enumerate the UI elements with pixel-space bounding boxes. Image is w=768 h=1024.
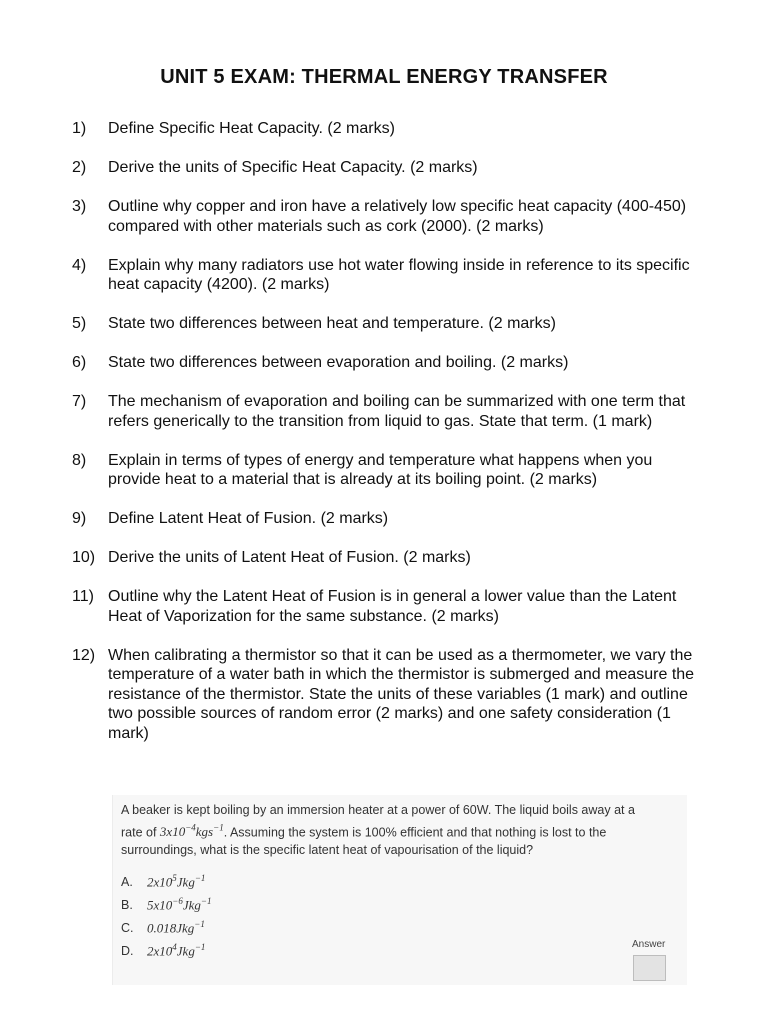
- rate-exponent: −4: [185, 823, 196, 833]
- question-number: 10): [72, 549, 96, 566]
- question-number: 1): [72, 120, 87, 137]
- mcq-option-d[interactable]: [121, 942, 205, 959]
- question-number: 11): [72, 588, 94, 605]
- question-item: [72, 158, 702, 178]
- option-letter: B.: [121, 898, 133, 913]
- question-item: [72, 353, 702, 373]
- mcq-stem-line: [121, 819, 683, 841]
- answer-input-box[interactable]: [633, 955, 666, 981]
- question-text: Define Specific Heat Capacity. (2 marks): [108, 120, 395, 137]
- mcq-stem-line: surroundings, what is the specific latent heat of vapourisation of the liquid?: [121, 843, 534, 858]
- question-text: Define Latent Heat of Fusion. (2 marks): [108, 510, 389, 527]
- option-letter: C.: [121, 921, 134, 936]
- option-exponent: 4: [172, 942, 177, 952]
- option-unit: Jkg: [176, 920, 195, 936]
- question-text: Outline why the Latent Heat of Fusion is in general a lower value than the Latent Heat of Vaporization for the same substance. (2 marks): [108, 588, 677, 625]
- question-number: 4): [72, 256, 87, 274]
- option-base: 5x10: [147, 897, 173, 913]
- option-unit: Jkg: [176, 874, 195, 890]
- question-text: State two differences between heat and temperature. (2 marks): [108, 315, 556, 332]
- multiple-choice-panel: [112, 795, 687, 985]
- question-item: [72, 256, 702, 295]
- option-base: 2x10: [147, 874, 173, 890]
- question-text: When calibrating a thermistor so that it can be used as a thermometer, we vary the temperature of a water bath in which the thermistor is submerged and measure the resistance of the thermistor. State the units of these variables (1 mark) and outline two possible sources of random error (2 marks) and one safety consideration (1 mark): [108, 646, 695, 742]
- question-number: 5): [72, 315, 87, 332]
- answer-label: Answer: [632, 939, 666, 950]
- rate-base: 3x10: [159, 824, 186, 840]
- question-text: The mechanism of evaporation and boiling can be summarized with one term that refers generically to the transition from liquid to gas. State that term. (1 mark): [108, 393, 686, 430]
- option-unit-exponent: −1: [200, 896, 212, 906]
- mcq-option-c[interactable]: [121, 919, 205, 936]
- option-unit-exponent: −1: [194, 873, 206, 883]
- option-exponent: 5: [172, 873, 177, 883]
- question-item: [72, 646, 702, 744]
- option-value: [147, 896, 211, 913]
- mcq-option-a[interactable]: [121, 873, 205, 890]
- question-number: 9): [72, 510, 87, 527]
- question-number: 6): [72, 354, 87, 371]
- question-text: Derive the units of Specific Heat Capacity. (2 marks): [108, 159, 478, 176]
- page-title: UNIT 5 EXAM: THERMAL ENERGY TRANSFER: [160, 66, 608, 88]
- question-item: [72, 587, 702, 626]
- question-text: Derive the units of Latent Heat of Fusion. (2 marks): [108, 549, 471, 566]
- question-number: 8): [72, 451, 87, 469]
- question-text: Explain why many radiators use hot water flowing inside in reference to its specific heat capacity (4200). (2 marks): [108, 256, 690, 293]
- option-value: [147, 919, 205, 936]
- question-text: Explain in terms of types of energy and temperature what happens when you provide heat to a material that is already at its boiling point. (2 marks): [108, 451, 653, 488]
- question-item: [72, 392, 702, 431]
- question-number: 7): [72, 393, 87, 410]
- option-unit-exponent: −1: [194, 942, 206, 952]
- question-item: [72, 548, 702, 568]
- mcq-option-b[interactable]: [121, 896, 211, 913]
- rate-unit: kgs: [195, 824, 214, 840]
- question-item: [72, 314, 702, 334]
- mcq-stem-suffix: . Assuming the system is 100% efficient and that nothing is lost to the: [223, 825, 607, 840]
- question-text: Outline why copper and iron have a relatively low specific heat capacity (400-450) compared with other materials such as cork (2000). (2 marks): [108, 198, 687, 235]
- question-item: [72, 197, 702, 236]
- mcq-stem-line: A beaker is kept boiling by an immersion heater at a power of 60W. The liquid boils away at a: [121, 803, 635, 817]
- option-letter: A.: [121, 875, 133, 890]
- question-number: 2): [72, 159, 87, 176]
- mcq-stem-prefix: rate of: [121, 825, 160, 840]
- rate-unit-exponent: −1: [213, 823, 224, 833]
- option-letter: D.: [121, 944, 134, 959]
- option-base: 2x10: [147, 943, 173, 959]
- option-exponent: −6: [172, 896, 183, 906]
- option-unit: Jkg: [176, 943, 195, 959]
- question-number: 3): [72, 198, 87, 215]
- option-value: [147, 873, 205, 890]
- mcq-stem: [121, 801, 683, 859]
- question-text: State two differences between evaporation and boiling. (2 marks): [108, 354, 569, 371]
- rate-expression: [160, 824, 224, 839]
- option-value: [147, 942, 205, 959]
- question-item: [72, 119, 702, 139]
- question-item: [72, 509, 702, 529]
- question-item: [72, 451, 702, 490]
- option-unit-exponent: −1: [194, 919, 205, 929]
- option-base: 0.018: [147, 920, 177, 936]
- question-number: 12): [72, 646, 96, 664]
- option-unit: Jkg: [182, 897, 201, 913]
- question-list: [72, 119, 702, 763]
